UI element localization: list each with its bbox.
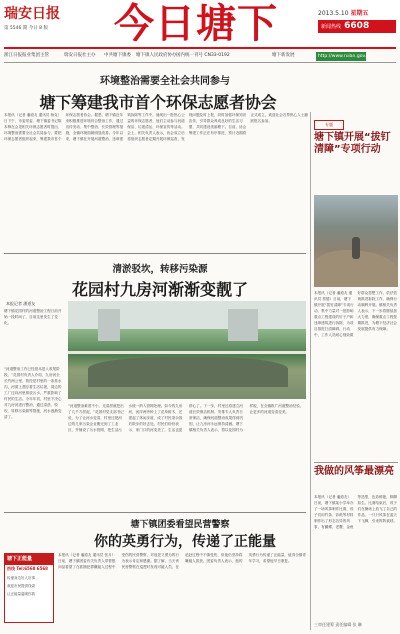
sidebar-body-2: 本报讯（记者 潘道友）日前，塘下镇某小学举办了一场风筝制作比赛，孩子们用竹条、彩纸等材料制作出了形态各异的风筝，有蝴蝶、老鹰、金鱼等造型，色彩鲜艳，栩栩如生。比赛结束后，孩子们在操场上放飞了自己的作品，一只只风筝在蓝天下飞舞，引来阵阵欢呼。 xyxy=(314,495,398,529)
ad-title: 塘下正能量 xyxy=(5,554,53,565)
ad-line: 传递身边好人好事 xyxy=(7,576,35,580)
index-bar xyxy=(4,47,396,63)
photo-person xyxy=(352,237,360,259)
section-title: 今日塘下 xyxy=(114,0,278,47)
story1-headline[interactable]: 塘下筹建我市首个环保志愿者协会 xyxy=(39,93,277,112)
story2-lead: 塘下镇花园村的河道整治工程日前开始一段时间了，目前这里发生了变化。 xyxy=(4,309,62,325)
index-item: 塘下镇人民政府协办 xyxy=(136,53,177,58)
paper-info: 第 5546 期 今日 8 版 xyxy=(4,26,48,31)
index-item: 瑞安日报社主办 xyxy=(64,53,96,58)
divider xyxy=(4,512,306,513)
masthead xyxy=(0,0,400,46)
url-banner[interactable] xyxy=(316,52,372,61)
divider xyxy=(4,253,306,254)
story2-column: “河道整治工作已经基本进入收尾阶段。”花园村负责人介绍，九房河全长约两公里，曾经是村里的一条臭水沟，河面上漂浮着生活垃圾，周边的工厂还向河里排放污水，严重影响了村民的生活。今年年初，村里下决心对九房河进行整治，通过清淤、驳坎、转移污染源等措施，河水逐渐变清了。 xyxy=(4,367,62,419)
river-photo xyxy=(68,301,306,399)
index-item: 浙江日报报业集团主管 xyxy=(4,53,49,58)
hotline-label: 新闻热线 xyxy=(321,24,342,30)
story2-body: “河道整治难度不小，光清淤就挖出了几千方淤泥。”花园村党支部书记说，为了让河水变清，村里还把河边的几家污染企业搬迁到了工业区，并铺设了污水管网，把生活污水统一纳入管网处理。如今的九房河，河岸两旁种上了花草树木，还建起了休闲步道，成了村民茶余饭后散步的好去处。村民们纷纷表示，家门口的河变美了，生活也更舒心了。下一步，村里还将建立河道长效保洁机制，安排专人负责日常保洁，确保河道整治成果得到巩固，让九房河永远保持清澈。塘下镇相关负责人表示，将以花园村为样板，在全镇推广河道整治经验，让更多的河道变清变美。 xyxy=(68,404,304,432)
story2-byline: 本报记者 潘道友 xyxy=(6,301,36,306)
page-footer: 三审任建筹 责任编辑 张 琳 xyxy=(314,622,362,627)
photo-railing xyxy=(68,351,306,354)
index-item: 中共塘下镇委 xyxy=(104,53,131,58)
ad-phone: 热线 Tel:6568 6568 xyxy=(7,566,48,571)
story3-kicker: 塘下镇团委看望民营警察 xyxy=(130,520,230,530)
story1-body: 本报讯（记者 潘道友 通讯员 杨克）日下午，市委常委、塘下镇委书记陈本锋在会见相关环保志愿者时提出，环境整治需要全社会共同参与，要把环保志愿者组织起来，筹建我市首个环保志愿者协会。据悉，塘下镇近年来积极推进环境综合整治工作，通过宣传发动、集中整治、长效管理等措施，全镇环境面貌明显改善。今年以来，塘下镇在开展河道整治、违章建筑拆除等工作中，涌现出一批热心公益的环保志愿者，他们主动参与河道保洁、垃圾清运、环保宣传等活动。会上，相关负责人表示，协会成立后将组织志愿者定期开展环保巡查，发现问题及时上报，同时加强环保知识宣传，引导群众养成良好的生活习惯，共同建设美丽塘下。目前，协会筹建工作正在有序推进，预计近期将正式成立，欢迎社会各界热心人士踊跃报名参加。 xyxy=(4,113,308,141)
photo-water xyxy=(88,357,288,387)
sidebar-headline[interactable]: 塘下镇开展“拔钉清障”专项行动 xyxy=(314,132,391,155)
hotline-number: 6608 1255 xyxy=(321,21,370,45)
story3-headline[interactable]: 你的英勇行为，传递了正能量 xyxy=(94,534,276,550)
url-text[interactable]: http://www.ruian.gov.cn xyxy=(318,54,372,59)
ad-line: 让正能量温暖你我 xyxy=(7,592,35,596)
sidebar-headline-2[interactable]: 我做的风筝最漂亮 xyxy=(314,466,394,477)
story1-kicker: 环境整治需要全社会共同参与 xyxy=(100,76,230,87)
index-right-text: 塘下新发展 xyxy=(272,53,295,58)
hotline-badge xyxy=(318,20,396,45)
weekday: 星期五 xyxy=(350,10,369,17)
sidebar-body: 本报讯（记者 潘道友 通讯员 蔡德）日前，塘下镇开展“拔钉清障”专项行动，集中力量对一批影响重点工程建设的钉子户和违章建筑进行拆除，为项目推进扫清障碍。行动中，工作人员耐心细致做好群众思想工作，依法依规推进拆除工作，确保行动顺利开展。镇相关负责人表示，下一步将继续加大力度，确保重点工程按期推进，为塘下经济社会发展提供有力保障。 xyxy=(314,291,398,337)
divider xyxy=(314,462,398,463)
ad-line: 欢迎市民提供线索 xyxy=(7,584,35,588)
paper-logo: 瑞安日报 xyxy=(4,6,60,22)
photo-building xyxy=(98,309,120,341)
sidebar-tag: 专题 xyxy=(314,120,344,130)
ad-box[interactable] xyxy=(4,553,54,623)
date-line xyxy=(318,8,368,17)
story2-headline[interactable]: 花园村九房河渐渐变靓了 xyxy=(71,280,248,299)
demolition-photo xyxy=(314,195,398,287)
story3-body: 本报讯（记者 潘道友 通讯员 张月）日前，塘下镇团委有关负责人带着慰问品看望了在抓捕犯罪嫌疑人过程中受伤的民营警察，对他见义勇为的行为表示肯定和感谢。据了解，当天该民营警察在巡逻时发现可疑人员，在追赶过程中不慎受伤，但他仍坚持将嫌疑人抓获。团委负责人表示，他的英勇行为传递了正能量，值得全镇青年学习，希望他早日康复。 xyxy=(58,553,306,569)
index-item: 国内统一刊号 CN33-0192 xyxy=(176,53,230,58)
photo-building xyxy=(228,309,258,341)
story2-kicker: 清淤驳坎，转移污染源 xyxy=(112,264,208,275)
issue-date: 2013.5.10 xyxy=(318,10,349,17)
